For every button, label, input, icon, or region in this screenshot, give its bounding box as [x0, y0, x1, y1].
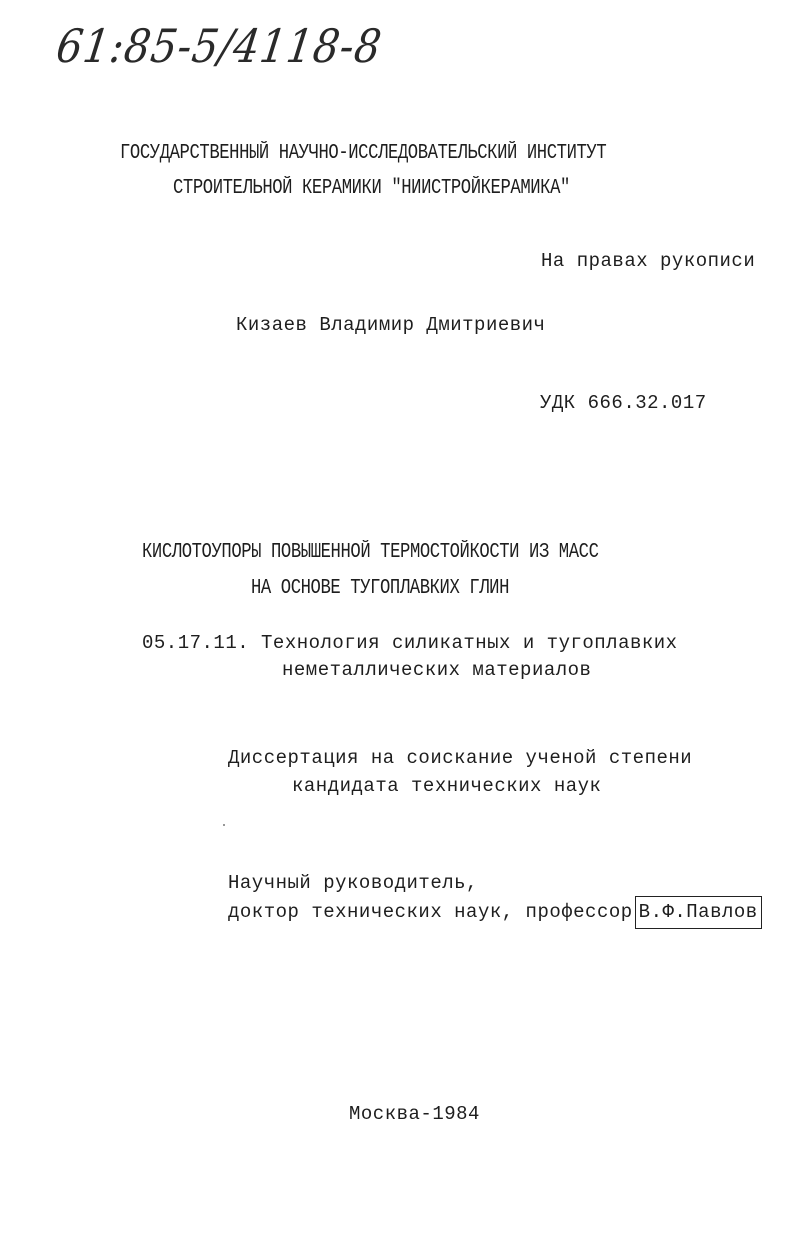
supervisor-line-2: [228, 896, 762, 929]
specialty-line-2: неметаллических материалов: [282, 659, 592, 681]
place-year: Москва-1984: [349, 1103, 480, 1125]
scan-speck: [223, 824, 225, 826]
institute-line-2: СТРОИТЕЛЬНОЙ КЕРАМИКИ "НИИСТРОЙКЕРАМИКА": [173, 177, 570, 200]
archive-number-handwritten: 61:85-5/4118-8: [53, 19, 386, 73]
supervisor-degree: доктор технических наук, профессор: [228, 901, 633, 923]
specialty-line-1: 05.17.11. Технология силикатных и тугоплавких: [142, 632, 678, 654]
author-name: Кизаев Владимир Дмитриевич: [236, 314, 546, 336]
udk-code: УДК 666.32.017: [540, 392, 707, 414]
supervisor-line-1: Научный руководитель,: [228, 872, 478, 894]
institute-line-1: ГОСУДАРСТВЕННЫЙ НАУЧНО-ИССЛЕДОВАТЕЛЬСКИЙ ИНСТИТУТ: [120, 142, 607, 165]
title-line-1: КИСЛОТОУПОРЫ ПОВЫШЕННОЙ ТЕРМОСТОЙКОСТИ ИЗ МАСС: [142, 541, 599, 564]
title-line-2: НА ОСНОВЕ ТУГОПЛАВКИХ ГЛИН: [251, 577, 510, 600]
dissertation-line-2: кандидата технических наук: [292, 775, 602, 797]
manuscript-rights: На правах рукописи: [541, 250, 756, 272]
dissertation-line-1: Диссертация на соискание ученой степени: [228, 747, 693, 769]
supervisor-name-box: В.Ф.Павлов: [635, 896, 762, 929]
